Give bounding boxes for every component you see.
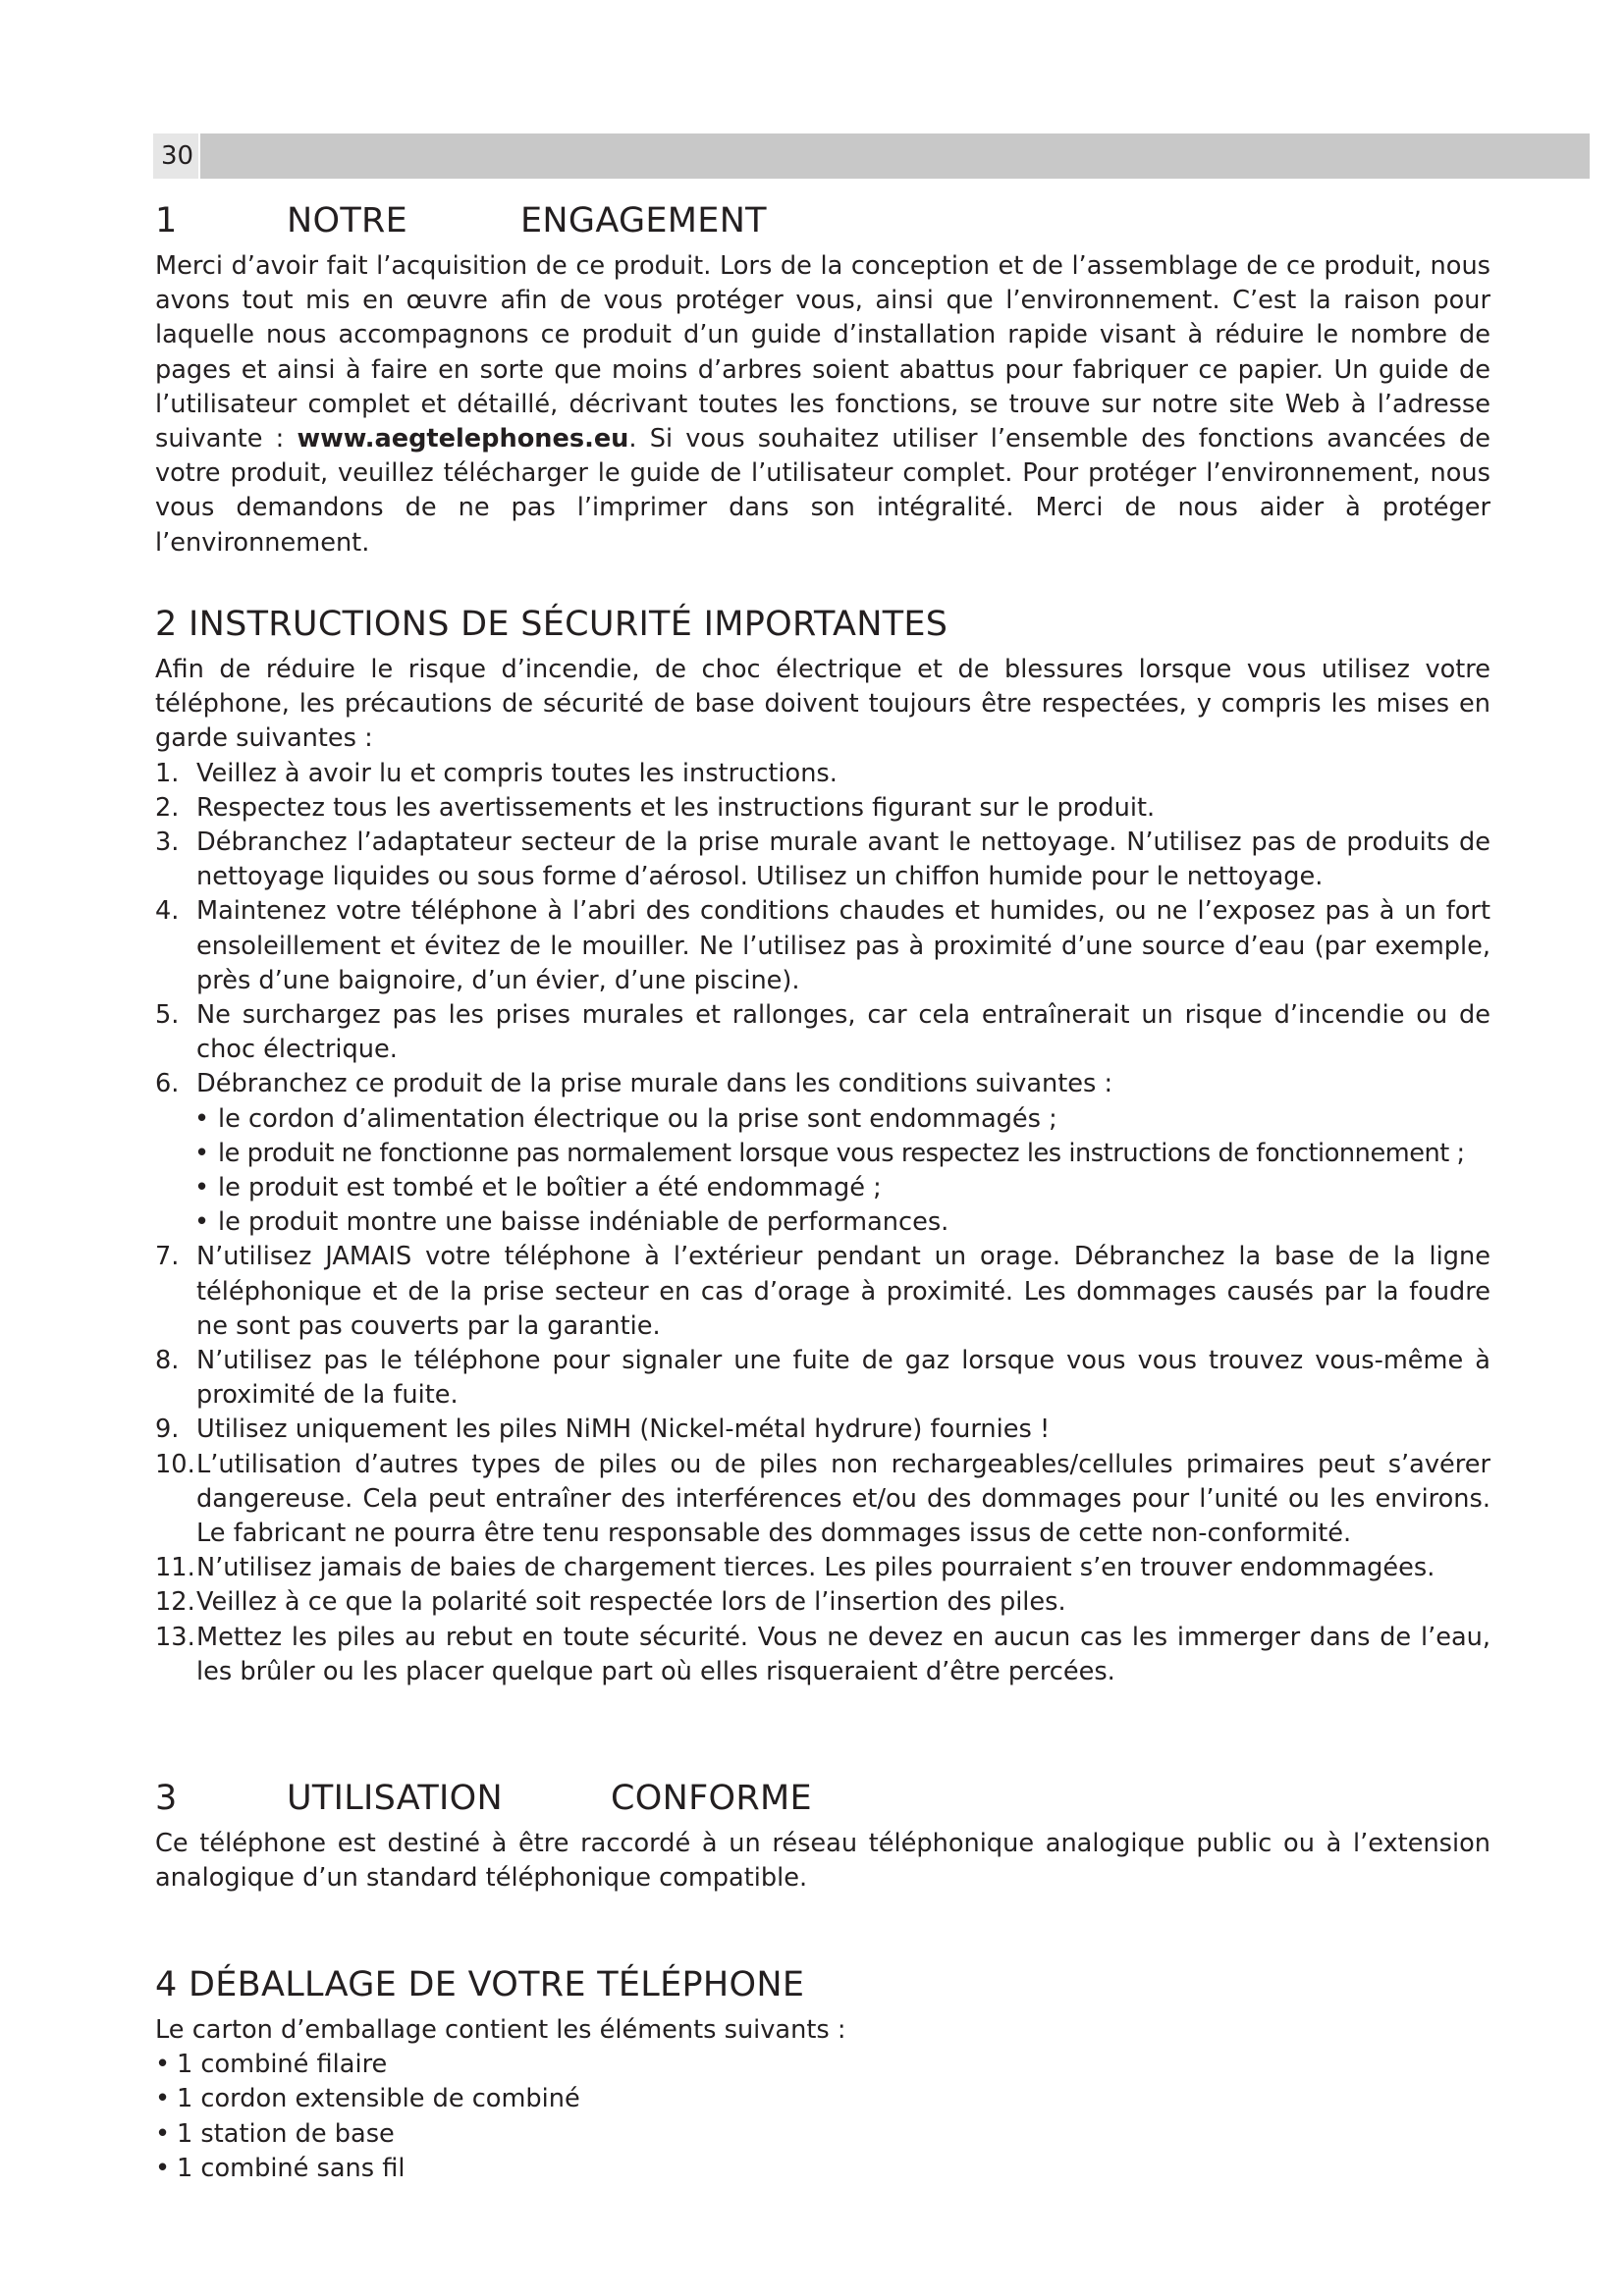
- safety-item-text: Respectez tous les avertissements et les instructions figurant sur le produit.: [196, 792, 1156, 823]
- safety-item-number: 4.: [155, 896, 180, 927]
- safety-item-number: 1.: [155, 758, 180, 788]
- section-1-heading: [155, 201, 1490, 240]
- page-number: 30: [161, 141, 194, 171]
- section-3-title-part2: CONFORME: [611, 1779, 812, 1818]
- package-item: [155, 2152, 1490, 2186]
- section-1-paragraph: [155, 249, 1490, 561]
- safety-item-number: 6.: [155, 1069, 180, 1099]
- safety-subitem-text: le produit ne fonctionne pas normalement lorsque vous respectez les instructions de fonctionnement ;: [218, 1138, 1465, 1168]
- section-3-paragraph: Ce téléphone est destiné à être raccordé à un réseau téléphonique analogique public ou à l’extension analogique d’un standard téléphonique compatible.: [155, 1829, 1490, 1894]
- safety-item-number: 5.: [155, 1000, 180, 1031]
- section-1-text-after: . Si vous souhaitez utiliser l’ensemble des fonctions avancées de votre produit, veuillez télécharger le guide de l’utilisateur complet. Pour protéger l’environnement, nous vous demandons de ne pas l’imprimer dans son intégralité. Merci de nous aider à protéger l’environnement.: [155, 424, 1490, 558]
- safety-item-text: Veillez à avoir lu et compris toutes les instructions.: [196, 758, 838, 788]
- section-2: [155, 605, 1490, 1689]
- page-header-bar: [153, 133, 1590, 179]
- safety-item-3: [155, 826, 1490, 894]
- safety-item-7: [155, 1240, 1490, 1344]
- safety-item-4: [155, 894, 1490, 998]
- section-2-intro: Afin de réduire le risque d’incendie, de choc électrique et de blessures lorsque vous utilisez votre téléphone, les précautions de sécurité de base doivent toujours être respectées, y compris les mises en garde suivantes :: [155, 655, 1490, 754]
- website-link[interactable]: www.aegtelephones.eu: [297, 424, 629, 454]
- section-3-heading: [155, 1779, 1490, 1818]
- safety-item-number: 12.: [155, 1587, 195, 1618]
- bullet-icon: •: [155, 2118, 171, 2149]
- safety-subitem: [155, 1137, 1490, 1171]
- safety-item-number: 13.: [155, 1622, 195, 1652]
- safety-item-number: 3.: [155, 828, 180, 858]
- section-4: [155, 1965, 1490, 2186]
- section-1-number: 1: [155, 201, 178, 240]
- safety-item-12: [155, 1585, 1490, 1620]
- package-item-text: 1 combiné sans fil: [177, 2153, 406, 2183]
- section-4-intro: Le carton d’emballage contient les éléments suivants :: [155, 2015, 846, 2045]
- safety-item-text: N’utilisez pas le téléphone pour signaler une fuite de gaz lorsque vous vous trouvez vous-même à proximité de la fuite.: [196, 1346, 1490, 1411]
- safety-item-text: N’utilisez JAMAIS votre téléphone à l’extérieur pendant un orage. Débranchez la base de la ligne téléphonique et de la prise secteur en cas d’orage à proximité. Les dommages causés par la foudre ne sont pas couverts par la garantie.: [196, 1242, 1490, 1341]
- section-1-title-part1: NOTRE: [287, 201, 408, 240]
- safety-item-text: N’utilisez jamais de baies de chargement tierces. Les piles pourraient s’en trouver endommagées.: [196, 1553, 1435, 1583]
- section-3-title-part1: UTILISATION: [287, 1779, 503, 1818]
- section-4-heading: 4 DÉBALLAGE DE VOTRE TÉLÉPHONE: [155, 1965, 805, 2004]
- safety-item-8: [155, 1344, 1490, 1413]
- package-item: [155, 2048, 1490, 2082]
- safety-subitem: [155, 1205, 1490, 1240]
- safety-item-9: [155, 1413, 1490, 1447]
- safety-item-number: 2.: [155, 792, 180, 823]
- section-3-number: 3: [155, 1779, 178, 1818]
- section-1-text-before: Merci d’avoir fait l’acquisition de ce produit. Lors de la conception et de l’assemblage de ce produit, nous avons tout mis en œuvre afin de vous protéger vous, ainsi que l’environnement. C’est la raison pour laquelle nous accompagnons ce produit d’un guide d’installation rapide visant à réduire le nombre de pages et ainsi à faire en sorte que moins d’arbres soient abattus pour fabriquer ce papier. Un guide de l’utilisateur complet et détaillé, décrivant toutes les fonctions, se trouve sur notre site Web à l’adresse suivante :: [155, 251, 1490, 454]
- package-item-text: 1 cordon extensible de combiné: [177, 2084, 580, 2114]
- safety-item-number: 11.: [155, 1553, 195, 1583]
- safety-item-text: Maintenez votre téléphone à l’abri des conditions chaudes et humides, ou ne l’exposez pas à un fort ensoleillement et évitez de le mouiller. Ne l’utilisez pas à proximité d’une source d’eau (par exemple, près d’une baignoire, d’un évier, d’une piscine).: [196, 896, 1490, 995]
- safety-item-text: Débranchez l’adaptateur secteur de la prise murale avant le nettoyage. N’utilisez pas de produits de nettoyage liquides ou sous forme d’aérosol. Utilisez un chiffon humide pour le nettoyage.: [196, 828, 1490, 892]
- safety-item-text: L’utilisation d’autres types de piles ou de piles non rechargeables/cellules primaires peut s’avérer dangereuse. Cela peut entraîner des interférences et/ou des dommages pour l’unité ou les environs. Le fabricant ne pourra être tenu responsable des dommages issus de cette non-conformité.: [196, 1449, 1490, 1549]
- safety-item-6: [155, 1067, 1490, 1101]
- bullet-icon: •: [155, 2050, 171, 2080]
- page-number-box: [153, 133, 200, 179]
- section-1-title-part2: ENGAGEMENT: [520, 201, 767, 240]
- bullet-icon: •: [194, 1138, 210, 1168]
- safety-item-text: Mettez les piles au rebut en toute sécurité. Vous ne devez en aucun cas les immerger dans de l’eau, les brûler ou les placer quelque part où elles risqueraient d’être percées.: [196, 1622, 1490, 1686]
- safety-item-text: Veillez à ce que la polarité soit respectée lors de l’insertion des piles.: [196, 1587, 1066, 1618]
- bullet-icon: •: [155, 2084, 171, 2114]
- safety-item-number: 8.: [155, 1346, 180, 1376]
- section-2-heading: 2 INSTRUCTIONS DE SÉCURITÉ IMPORTANTES: [155, 605, 948, 644]
- safety-item-number: 10.: [155, 1449, 195, 1479]
- bullet-icon: •: [194, 1207, 210, 1238]
- safety-item-text: Débranchez ce produit de la prise murale dans les conditions suivantes :: [196, 1069, 1113, 1099]
- safety-item-text: Utilisez uniquement les piles NiMH (Nickel-métal hydrure) fournies !: [196, 1415, 1051, 1445]
- safety-item-11: [155, 1551, 1490, 1585]
- safety-item-2: [155, 791, 1490, 826]
- safety-subitem-text: le produit montre une baisse indéniable de performances.: [218, 1207, 949, 1238]
- bullet-icon: •: [155, 2153, 171, 2183]
- safety-item-number: 9.: [155, 1415, 180, 1445]
- safety-subitem: [155, 1171, 1490, 1205]
- section-1: [155, 201, 1490, 561]
- safety-item-text: Ne surchargez pas les prises murales et rallonges, car cela entraînerait un risque d’incendie ou de choc électrique.: [196, 1000, 1490, 1065]
- package-item: [155, 2082, 1490, 2116]
- safety-subitem: [155, 1102, 1490, 1137]
- safety-item-number: 7.: [155, 1242, 180, 1272]
- safety-item-1: [155, 757, 1490, 791]
- safety-item-10: [155, 1448, 1490, 1552]
- section-3: [155, 1779, 1490, 1896]
- package-item: [155, 2117, 1490, 2152]
- safety-item-5: [155, 998, 1490, 1067]
- safety-item-13: [155, 1621, 1490, 1689]
- package-item-text: 1 station de base: [177, 2118, 395, 2149]
- safety-subitem-text: le produit est tombé et le boîtier a été endommagé ;: [218, 1173, 882, 1203]
- bullet-icon: •: [194, 1173, 210, 1203]
- safety-subitem-text: le cordon d’alimentation électrique ou la prise sont endommagés ;: [218, 1103, 1057, 1134]
- bullet-icon: •: [194, 1103, 210, 1134]
- package-item-text: 1 combiné filaire: [177, 2050, 388, 2080]
